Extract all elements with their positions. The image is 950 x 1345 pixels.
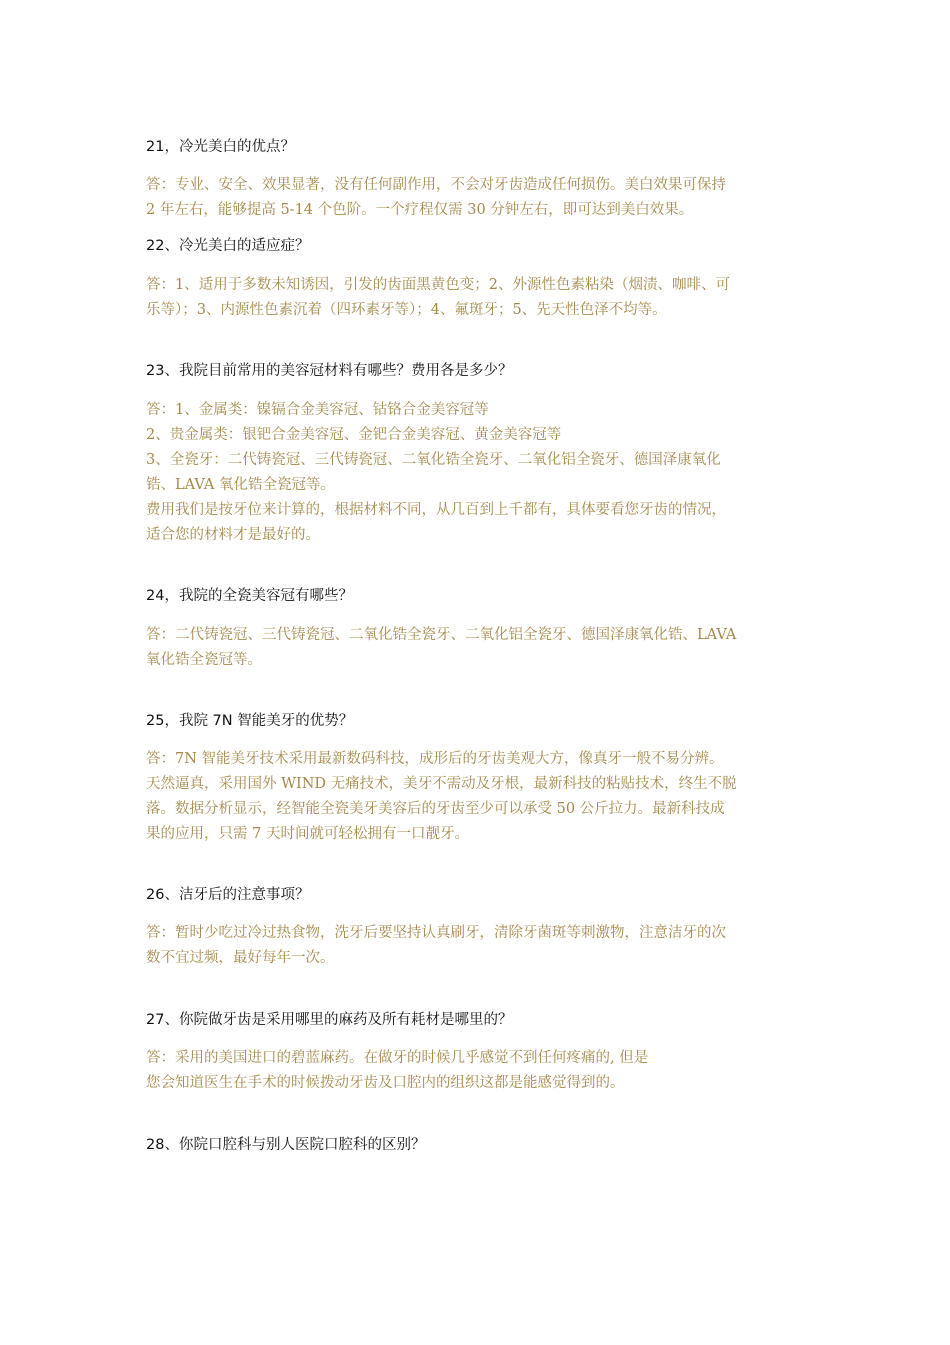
- answer-line: 答：二代铸瓷冠、三代铸瓷冠、二氧化锆全瓷牙、二氧化铝全瓷牙、德国泽康氧化锆、LAVA: [146, 627, 737, 643]
- question-23: 23、我院目前常用的美容冠材料有哪些？费用各是多少？: [146, 363, 513, 379]
- answer-line: 答：暂时少吃过冷过热食物，洗牙后要坚持认真刷牙，清除牙菌斑等刺激物，注意洁牙的次: [146, 925, 726, 941]
- answer-line: 落。数据分析显示，经智能全瓷美牙美容后的牙齿至少可以承受 50 公斤拉力。最新科技成: [146, 801, 725, 817]
- answer-line: 2 年左右，能够提高 5-14 个色阶。一个疗程仅需 30 分钟左右，即可达到美白效果。: [146, 202, 694, 218]
- answer-line: 适合您的材料才是最好的。: [146, 527, 320, 543]
- question-25: 25，我院 7N 智能美牙的优势？: [146, 713, 354, 729]
- answer-line: 锆、LAVA 氧化锆全瓷冠等。: [146, 477, 335, 493]
- question-28: 28、你院口腔科与别人医院口腔科的区别？: [146, 1137, 426, 1153]
- answer-24: [146, 623, 826, 673]
- answer-line: 答：1、适用于多数未知诱因，引发的齿面黑黄色变；2、外源性色素粘染（烟渍、咖啡、可: [146, 277, 730, 293]
- answer-23: [146, 398, 826, 548]
- answer-line: 费用我们是按牙位来计算的，根据材料不同，从几百到上千都有，具体要看您牙齿的情况，: [146, 502, 726, 518]
- answer-21: [146, 173, 826, 223]
- answer-line: 2、贵金属类：银钯合金美容冠、金钯合金美容冠、黄金美容冠等: [146, 427, 562, 443]
- answer-26: [146, 921, 826, 971]
- answer-line: 天然逼真，采用国外 WIND 无痛技术，美牙不需动及牙根，最新科技的粘贴技术，终生不脱: [146, 776, 737, 792]
- question-24: 24，我院的全瓷美容冠有哪些？: [146, 588, 353, 604]
- answer-line: 答：1、金属类：镍镉合金美容冠、钴铬合金美容冠等: [146, 402, 489, 418]
- answer-line: 您会知道医生在手术的时候拨动牙齿及口腔内的组织这都是能感觉得到的。: [146, 1075, 625, 1091]
- answer-line: 答：专业、安全、效果显著，没有任何副作用，不会对牙齿造成任何损伤。美白效果可保持: [146, 177, 726, 193]
- answer-line: 3、全瓷牙：二代铸瓷冠、三代铸瓷冠、二氧化锆全瓷牙、二氧化铝全瓷牙、德国泽康氧化: [146, 452, 721, 468]
- answer-27: [146, 1046, 826, 1096]
- answer-line: 答：采用的美国进口的碧蓝麻药。在做牙的时候几乎感觉不到任何疼痛的, 但是: [146, 1050, 649, 1066]
- question-21: 21，冷光美白的优点？: [146, 139, 295, 155]
- answer-line: 氧化锆全瓷冠等。: [146, 652, 262, 668]
- answer-22: [146, 273, 826, 323]
- question-26: 26、洁牙后的注意事项？: [146, 887, 310, 903]
- question-27: 27、你院做牙齿是采用哪里的麻药及所有耗材是哪里的？: [146, 1012, 513, 1028]
- answer-line: 果的应用，只需 7 天时间就可轻松拥有一口靓牙。: [146, 826, 469, 842]
- answer-25: [146, 747, 826, 847]
- answer-line: 答：7N 智能美牙技术采用最新数码科技，成形后的牙齿美观大方，像真牙一般不易分辨。: [146, 751, 724, 767]
- question-22: 22、冷光美白的适应症？: [146, 238, 310, 254]
- answer-line: 数不宜过频，最好每年一次。: [146, 950, 335, 966]
- answer-line: 乐等）；3、内源性色素沉着（四环素牙等）；4、氟斑牙；5、先天性色泽不均等。: [146, 302, 667, 318]
